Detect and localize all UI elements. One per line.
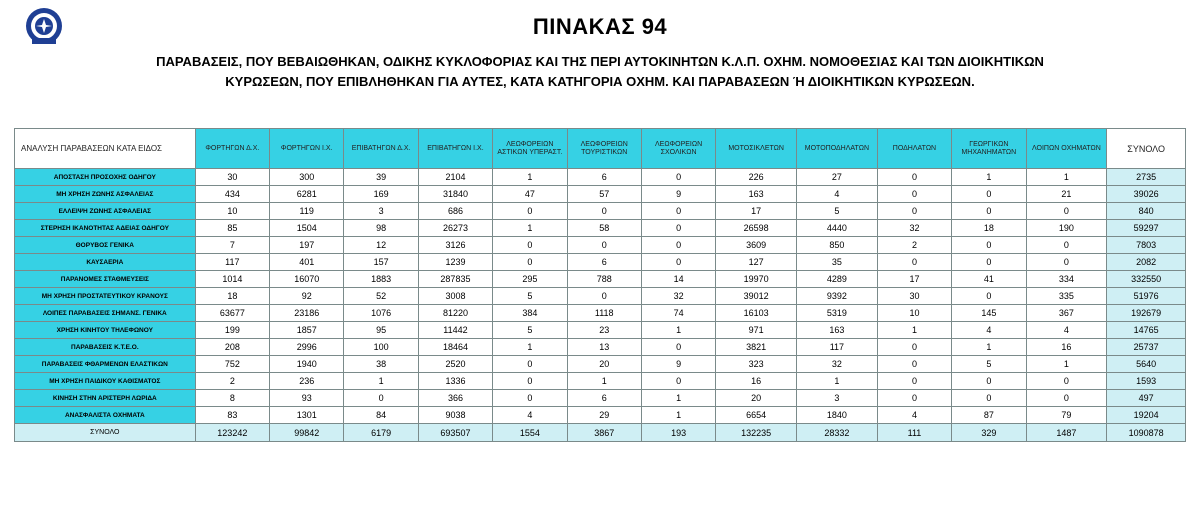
row-label: ΚΑΥΣΑΕΡΙΑ — [15, 254, 196, 271]
table-cell: 190 — [1026, 220, 1107, 237]
table-cell: 4 — [877, 407, 951, 424]
table-cell: 18 — [952, 220, 1026, 237]
table-cell: 287835 — [418, 271, 492, 288]
table-cell: 0 — [877, 373, 951, 390]
table-cell: 32 — [877, 220, 951, 237]
table-cell: 3 — [797, 390, 878, 407]
column-header: ΕΠΙΒΑΤΗΓΩΝ Ι.Χ. — [418, 129, 492, 169]
table-cell: 32 — [641, 288, 715, 305]
table-cell: 117 — [797, 339, 878, 356]
row-label: ΠΑΡΑΒΑΣΕΙΣ ΦΘΑΡΜΕΝΩΝ ΕΛΑΣΤΙΚΩΝ — [15, 356, 196, 373]
table-cell: 5319 — [797, 305, 878, 322]
row-total-cell: 39026 — [1107, 186, 1186, 203]
table-header-row — [15, 129, 1186, 169]
table-cell: 1857 — [270, 322, 344, 339]
header-category: ΑΝΑΛΥΣΗ ΠΑΡΑΒΑΣΕΩΝ ΚΑΤΑ ΕΙΔΟΣ — [15, 129, 196, 169]
column-header: ΛΕΩΦΟΡΕΙΩΝ ΤΟΥΡΙΣΤΙΚΩΝ — [567, 129, 641, 169]
table-cell: 19970 — [716, 271, 797, 288]
table-cell: 850 — [797, 237, 878, 254]
table-cell: 74 — [641, 305, 715, 322]
table-cell: 83 — [195, 407, 269, 424]
table-cell: 1840 — [797, 407, 878, 424]
row-label: ΠΑΡΑΒΑΣΕΙΣ Κ.Τ.Ε.Ο. — [15, 339, 196, 356]
row-total-cell: 192679 — [1107, 305, 1186, 322]
table-row — [15, 305, 1186, 322]
table-cell: 3 — [344, 203, 418, 220]
table-cell: 0 — [641, 237, 715, 254]
table-cell: 32 — [797, 356, 878, 373]
table-cell: 1 — [641, 407, 715, 424]
table-cell: 81220 — [418, 305, 492, 322]
table-cell: 0 — [952, 288, 1026, 305]
table-cell: 20 — [716, 390, 797, 407]
column-header: ΛΕΩΦΟΡΕΙΩΝ ΣΧΟΛΙΚΩΝ — [641, 129, 715, 169]
table-cell: 17 — [877, 271, 951, 288]
row-total-cell: 840 — [1107, 203, 1186, 220]
table-cell: 4 — [1026, 322, 1107, 339]
table-cell: 1 — [641, 322, 715, 339]
table-cell: 39 — [344, 169, 418, 186]
table-cell: 0 — [877, 169, 951, 186]
table-cell: 12 — [344, 237, 418, 254]
table-cell: 1 — [952, 339, 1026, 356]
table-cell: 5 — [493, 288, 567, 305]
table-cell: 0 — [952, 254, 1026, 271]
table-cell: 0 — [567, 203, 641, 220]
subtitle-line-1: ΠΑΡΑΒΑΣΕΙΣ, ΠΟΥ ΒΕΒΑΙΩΘΗΚΑΝ, ΟΔΙΚΗΣ ΚΥΚΛΟΦΟΡΙΑΣ ΚΑΙ ΤΗΣ ΠΕΡΙ ΑΥΤΟΚΙΝΗΤΩΝ Κ.Λ.Π. ΟΧΗΜ. ΝΟΜΟΘΕΣΙΑΣ ΚΑΙ ΤΩΝ ΔΙΟΙΚΗΤΙΚΩΝ — [156, 54, 1044, 69]
row-total-cell: 7803 — [1107, 237, 1186, 254]
page-title: ΠΙΝΑΚΑΣ 94 — [532, 14, 668, 39]
table-cell: 0 — [344, 390, 418, 407]
table-cell: 0 — [641, 254, 715, 271]
table-cell: 0 — [1026, 203, 1107, 220]
table-cell: 0 — [877, 356, 951, 373]
table-cell: 23 — [567, 322, 641, 339]
table-cell: 1 — [641, 390, 715, 407]
table-cell: 0 — [952, 203, 1026, 220]
table-cell: 16103 — [716, 305, 797, 322]
table-cell: 1940 — [270, 356, 344, 373]
table-cell: 29 — [567, 407, 641, 424]
table-cell: 5 — [952, 356, 1026, 373]
table-cell: 7 — [195, 237, 269, 254]
table-cell: 1 — [344, 373, 418, 390]
table-cell: 10 — [195, 203, 269, 220]
table-cell: 57 — [567, 186, 641, 203]
table-cell: 0 — [1026, 373, 1107, 390]
table-cell: 6281 — [270, 186, 344, 203]
table-cell: 0 — [877, 339, 951, 356]
row-label: ΧΡΗΣΗ ΚΙΝΗΤΟΥ ΤΗΛΕΦΩΝΟΥ — [15, 322, 196, 339]
row-label: ΑΠΟΣΤΑΣΗ ΠΡΟΣΟΧΗΣ ΟΔΗΓΟΥ — [15, 169, 196, 186]
row-total-cell: 2735 — [1107, 169, 1186, 186]
row-total-cell: 1593 — [1107, 373, 1186, 390]
table-cell: 1301 — [270, 407, 344, 424]
table-cell: 1 — [1026, 169, 1107, 186]
table-cell: 9392 — [797, 288, 878, 305]
table-row — [15, 339, 1186, 356]
table-cell: 84 — [344, 407, 418, 424]
table-cell: 0 — [493, 254, 567, 271]
table-row — [15, 186, 1186, 203]
table-cell: 119 — [270, 203, 344, 220]
row-label: ΣΥΝΟΛΟ — [15, 424, 196, 442]
table-cell: 2520 — [418, 356, 492, 373]
table-cell: 0 — [877, 203, 951, 220]
table-cell: 111 — [877, 424, 951, 442]
table-cell: 3126 — [418, 237, 492, 254]
table-cell: 9 — [641, 186, 715, 203]
row-label: ΜΗ ΧΡΗΣΗ ΖΩΝΗΣ ΑΣΦΑΛΕΙΑΣ — [15, 186, 196, 203]
table-cell: 1076 — [344, 305, 418, 322]
table-cell: 1554 — [493, 424, 567, 442]
table-cell: 4 — [493, 407, 567, 424]
table-cell: 63677 — [195, 305, 269, 322]
table-cell: 295 — [493, 271, 567, 288]
table-cell: 52 — [344, 288, 418, 305]
table-cell: 0 — [567, 288, 641, 305]
table-cell: 6 — [567, 254, 641, 271]
table-cell: 92 — [270, 288, 344, 305]
row-label: ΘΟΡΥΒΟΣ ΓΕΝΙΚΑ — [15, 237, 196, 254]
table-cell: 0 — [952, 373, 1026, 390]
table-cell: 5 — [797, 203, 878, 220]
table-cell: 226 — [716, 169, 797, 186]
table-cell: 788 — [567, 271, 641, 288]
table-cell: 2104 — [418, 169, 492, 186]
table-cell: 39012 — [716, 288, 797, 305]
column-header: ΜΟΤΟΠΟΔΗΛΑΤΩΝ — [797, 129, 878, 169]
table-cell: 47 — [493, 186, 567, 203]
table-cell: 1 — [493, 220, 567, 237]
table-cell: 1 — [1026, 356, 1107, 373]
table-cell: 8 — [195, 390, 269, 407]
table-cell: 4 — [952, 322, 1026, 339]
table-cell: 434 — [195, 186, 269, 203]
table-cell: 1 — [877, 322, 951, 339]
table-cell: 0 — [1026, 254, 1107, 271]
table-cell: 0 — [952, 390, 1026, 407]
table-cell: 0 — [567, 237, 641, 254]
table-cell: 693507 — [418, 424, 492, 442]
column-header: ΕΠΙΒΑΤΗΓΩΝ Δ.Χ. — [344, 129, 418, 169]
table-cell: 401 — [270, 254, 344, 271]
table-cell: 1504 — [270, 220, 344, 237]
row-label: ΕΛΛΕΙΨΗ ΖΩΝΗΣ ΑΣΦΑΛΕΙΑΣ — [15, 203, 196, 220]
row-label: ΜΗ ΧΡΗΣΗ ΠΡΟΣΤΑΤΕΥΤΙΚΟΥ ΚΡΑΝΟΥΣ — [15, 288, 196, 305]
table-cell: 193 — [641, 424, 715, 442]
table-cell: 163 — [716, 186, 797, 203]
row-label: ΚΙΝΗΣΗ ΣΤΗΝ ΑΡΙΣΤΕΡΗ ΛΩΡΙΔΑ — [15, 390, 196, 407]
row-label: ΑΝΑΣΦΑΛΙΣΤΑ ΟΧΗΜΑΤΑ — [15, 407, 196, 424]
table-cell: 10 — [877, 305, 951, 322]
column-header: ΠΟΔΗΛΑΤΩΝ — [877, 129, 951, 169]
table-cell: 30 — [877, 288, 951, 305]
table-cell: 1336 — [418, 373, 492, 390]
row-label: ΜΗ ΧΡΗΣΗ ΠΑΙΔΙΚΟΥ ΚΑΘΙΣΜΑΤΟΣ — [15, 373, 196, 390]
column-header: ΦΟΡΤΗΓΩΝ Δ.Χ. — [195, 129, 269, 169]
table-row — [15, 356, 1186, 373]
table-cell: 300 — [270, 169, 344, 186]
table-cell: 23186 — [270, 305, 344, 322]
table-cell: 95 — [344, 322, 418, 339]
table-cell: 2 — [877, 237, 951, 254]
table-cell: 0 — [493, 373, 567, 390]
table-cell: 4440 — [797, 220, 878, 237]
table-cell: 0 — [493, 356, 567, 373]
table-cell: 58 — [567, 220, 641, 237]
table-cell: 1 — [797, 373, 878, 390]
table-cell: 30 — [195, 169, 269, 186]
column-header: ΓΕΩΡΓΙΚΩΝ ΜΗΧΑΝΗΜΑΤΩΝ — [952, 129, 1026, 169]
page-subtitle — [40, 52, 1160, 92]
table-cell: 9038 — [418, 407, 492, 424]
table-cell: 2996 — [270, 339, 344, 356]
table-cell: 3821 — [716, 339, 797, 356]
table-cell: 0 — [641, 169, 715, 186]
table-cell: 0 — [641, 373, 715, 390]
row-total-cell: 25737 — [1107, 339, 1186, 356]
table-row — [15, 203, 1186, 220]
row-total-cell: 59297 — [1107, 220, 1186, 237]
table-cell: 3008 — [418, 288, 492, 305]
table-cell: 87 — [952, 407, 1026, 424]
row-total-cell: 5640 — [1107, 356, 1186, 373]
table-cell: 323 — [716, 356, 797, 373]
table-cell: 18464 — [418, 339, 492, 356]
table-cell: 2 — [195, 373, 269, 390]
column-header: ΛΟΙΠΩΝ ΟΧΗΜΑΤΩΝ — [1026, 129, 1107, 169]
table-cell: 0 — [493, 237, 567, 254]
table-cell: 1487 — [1026, 424, 1107, 442]
violations-table — [14, 128, 1186, 442]
table-cell: 0 — [877, 390, 951, 407]
table-cell: 93 — [270, 390, 344, 407]
table-cell: 0 — [877, 186, 951, 203]
table-cell: 752 — [195, 356, 269, 373]
column-header: ΦΟΡΤΗΓΩΝ Ι.Χ. — [270, 129, 344, 169]
row-total-cell: 14765 — [1107, 322, 1186, 339]
table-cell: 1118 — [567, 305, 641, 322]
table-cell: 26273 — [418, 220, 492, 237]
table-row — [15, 322, 1186, 339]
table-cell: 0 — [1026, 390, 1107, 407]
table-cell: 38 — [344, 356, 418, 373]
table-cell: 17 — [716, 203, 797, 220]
table-row — [15, 169, 1186, 186]
table-cell: 16 — [716, 373, 797, 390]
table-row — [15, 373, 1186, 390]
table-cell: 0 — [952, 186, 1026, 203]
table-row — [15, 288, 1186, 305]
table-cell: 16070 — [270, 271, 344, 288]
table-cell: 0 — [493, 203, 567, 220]
table-cell: 686 — [418, 203, 492, 220]
table-cell: 199 — [195, 322, 269, 339]
table-cell: 367 — [1026, 305, 1107, 322]
table-cell: 1 — [952, 169, 1026, 186]
table-cell: 132235 — [716, 424, 797, 442]
table-cell: 0 — [877, 254, 951, 271]
table-cell: 0 — [641, 220, 715, 237]
table-cell: 3867 — [567, 424, 641, 442]
table-cell: 123242 — [195, 424, 269, 442]
table-cell: 197 — [270, 237, 344, 254]
table-cell: 4289 — [797, 271, 878, 288]
table-cell: 0 — [952, 237, 1026, 254]
total-row — [15, 424, 1186, 442]
table-cell: 1014 — [195, 271, 269, 288]
table-row — [15, 254, 1186, 271]
table-cell: 169 — [344, 186, 418, 203]
table-cell: 11442 — [418, 322, 492, 339]
table-cell: 6 — [567, 169, 641, 186]
table-cell: 117 — [195, 254, 269, 271]
table-row — [15, 220, 1186, 237]
table-row — [15, 237, 1186, 254]
row-total-cell: 497 — [1107, 390, 1186, 407]
table-cell: 27 — [797, 169, 878, 186]
table-cell: 1 — [567, 373, 641, 390]
table-cell: 1883 — [344, 271, 418, 288]
table-cell: 13 — [567, 339, 641, 356]
table-cell: 20 — [567, 356, 641, 373]
table-cell: 4 — [797, 186, 878, 203]
table-cell: 0 — [493, 390, 567, 407]
column-header: ΜΟΤΟΣΙΚΛΕΤΩΝ — [716, 129, 797, 169]
table-cell: 16 — [1026, 339, 1107, 356]
table-cell: 384 — [493, 305, 567, 322]
table-cell: 329 — [952, 424, 1026, 442]
table-cell: 6654 — [716, 407, 797, 424]
table-cell: 0 — [1026, 237, 1107, 254]
table-cell: 0 — [641, 339, 715, 356]
table-cell: 334 — [1026, 271, 1107, 288]
table-cell: 26598 — [716, 220, 797, 237]
row-label: ΠΑΡΑΝΟΜΕΣ ΣΤΑΘΜΕΥΣΕΙΣ — [15, 271, 196, 288]
row-label: ΛΟΙΠΕΣ ΠΑΡΑΒΑΣΕΙΣ ΣΗΜΑΝΣ. ΓΕΝΙΚΑ — [15, 305, 196, 322]
header-total: ΣΥΝΟΛΟ — [1107, 129, 1186, 169]
table-cell: 236 — [270, 373, 344, 390]
table-cell: 100 — [344, 339, 418, 356]
table-row — [15, 390, 1186, 407]
row-label: ΣΤΕΡΗΣΗ ΙΚΑΝΟΤΗΤΑΣ ΑΔΕΙΑΣ ΟΔΗΓΟΥ — [15, 220, 196, 237]
table-cell: 35 — [797, 254, 878, 271]
table-cell: 145 — [952, 305, 1026, 322]
table-cell: 366 — [418, 390, 492, 407]
table-cell: 0 — [641, 203, 715, 220]
table-cell: 85 — [195, 220, 269, 237]
table-cell: 157 — [344, 254, 418, 271]
table-body — [15, 169, 1186, 442]
row-total-cell: 332550 — [1107, 271, 1186, 288]
row-total-cell: 1090878 — [1107, 424, 1186, 442]
table-cell: 335 — [1026, 288, 1107, 305]
table-cell: 14 — [641, 271, 715, 288]
row-total-cell: 51976 — [1107, 288, 1186, 305]
table-cell: 3609 — [716, 237, 797, 254]
table-cell: 1 — [493, 339, 567, 356]
table-cell: 41 — [952, 271, 1026, 288]
table-cell: 208 — [195, 339, 269, 356]
table-cell: 18 — [195, 288, 269, 305]
table-row — [15, 271, 1186, 288]
column-header: ΛΕΩΦΟΡΕΙΩΝ ΑΣΤΙΚΩΝ ΥΠΕΡΑΣΤ. — [493, 129, 567, 169]
table-cell: 6179 — [344, 424, 418, 442]
table-row — [15, 407, 1186, 424]
table-cell: 9 — [641, 356, 715, 373]
row-total-cell: 2082 — [1107, 254, 1186, 271]
table-cell: 1239 — [418, 254, 492, 271]
table-cell: 971 — [716, 322, 797, 339]
table-cell: 99842 — [270, 424, 344, 442]
table-cell: 163 — [797, 322, 878, 339]
table-cell: 127 — [716, 254, 797, 271]
table-cell: 98 — [344, 220, 418, 237]
table-cell: 1 — [493, 169, 567, 186]
table-cell: 21 — [1026, 186, 1107, 203]
table-cell: 28332 — [797, 424, 878, 442]
table-cell: 79 — [1026, 407, 1107, 424]
row-total-cell: 19204 — [1107, 407, 1186, 424]
table-cell: 6 — [567, 390, 641, 407]
table-cell: 31840 — [418, 186, 492, 203]
table-cell: 5 — [493, 322, 567, 339]
subtitle-line-2: ΚΥΡΩΣΕΩΝ, ΠΟΥ ΕΠΙΒΛΗΘΗΚΑΝ ΓΙΑ ΑΥΤΕΣ, ΚΑΤΑ ΚΑΤΗΓΟΡΙΑ ΟΧΗΜ. ΚΑΙ ΠΑΡΑΒΑΣΕΩΝ Ή ΔΙΟΙΚΗΤΙΚΩΝ ΚΥΡΩΣΕΩΝ. — [225, 74, 975, 89]
